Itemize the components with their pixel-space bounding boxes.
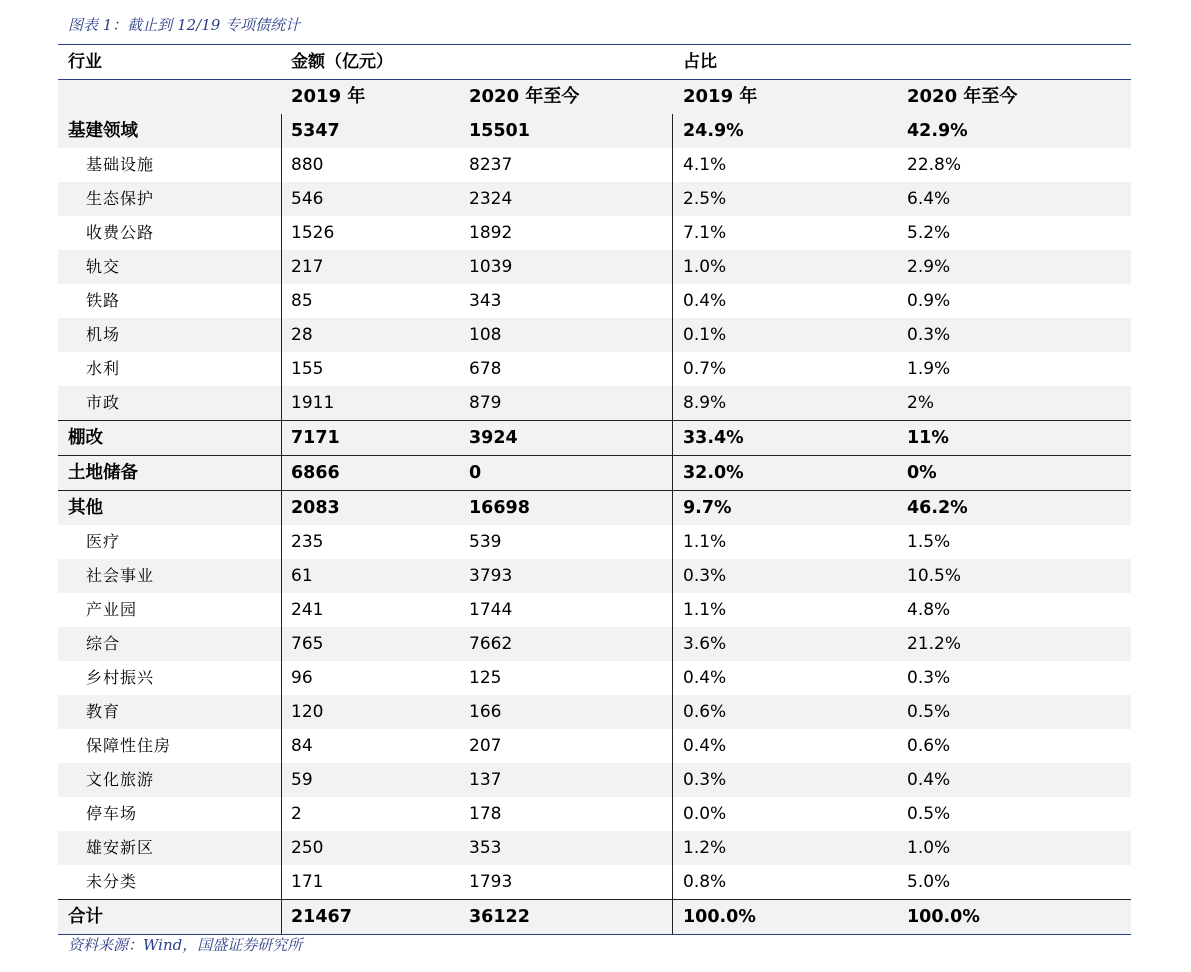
share-2019: 3.6% xyxy=(683,634,727,654)
row-label: 铁路 xyxy=(86,291,121,310)
table-row xyxy=(58,729,1131,763)
share-2020: 11% xyxy=(907,428,949,448)
table-row xyxy=(58,386,1131,420)
amount-2020: 2324 xyxy=(469,189,513,209)
share-2020: 1.5% xyxy=(907,532,951,552)
row-label: 乡村振兴 xyxy=(86,668,155,687)
amount-2019: 120 xyxy=(291,702,324,722)
table-row xyxy=(58,559,1131,593)
table-row xyxy=(58,797,1131,831)
source-note: 资料来源：Wind，国盛证券研究所 xyxy=(68,936,303,954)
share-2019: 100.0% xyxy=(683,907,756,927)
amount-2019: 59 xyxy=(291,770,313,790)
share-2020: 1.0% xyxy=(907,838,951,858)
row-label: 其他 xyxy=(68,498,103,518)
row-label: 医疗 xyxy=(86,532,121,551)
amount-2020: 1892 xyxy=(469,223,513,243)
row-label: 棚改 xyxy=(68,428,103,448)
share-2020: 0.5% xyxy=(907,804,951,824)
amount-2020: 539 xyxy=(469,532,502,552)
header-2019-share: 2019 年 xyxy=(683,86,758,107)
row-label: 水利 xyxy=(86,359,121,378)
top-rule xyxy=(58,44,1131,45)
table-row xyxy=(58,525,1131,559)
amount-2019: 2083 xyxy=(291,498,340,518)
amount-2019: 217 xyxy=(291,257,324,277)
share-2019: 2.5% xyxy=(683,189,727,209)
share-2020: 0.3% xyxy=(907,668,951,688)
amount-2019: 235 xyxy=(291,532,324,552)
amount-2020: 1039 xyxy=(469,257,513,277)
row-label: 收费公路 xyxy=(86,223,155,242)
amount-2020: 8237 xyxy=(469,155,513,175)
table-row xyxy=(58,148,1131,182)
amount-2020: 3793 xyxy=(469,566,513,586)
row-label: 生态保护 xyxy=(86,189,155,208)
share-2019: 0.0% xyxy=(683,804,727,824)
header-share: 占比 xyxy=(683,52,717,72)
share-2020: 0.3% xyxy=(907,325,951,345)
row-label: 基建领域 xyxy=(68,121,138,141)
share-2019: 0.8% xyxy=(683,872,727,892)
amount-2020: 166 xyxy=(469,702,502,722)
share-2020: 42.9% xyxy=(907,121,968,141)
row-label: 市政 xyxy=(86,393,121,412)
amount-2020: 7662 xyxy=(469,634,513,654)
amount-2020: 125 xyxy=(469,668,502,688)
amount-2019: 84 xyxy=(291,736,313,756)
column-divider-amount xyxy=(281,114,282,934)
share-2020: 6.4% xyxy=(907,189,951,209)
share-2020: 10.5% xyxy=(907,566,962,586)
table-row xyxy=(58,250,1131,284)
share-2019: 24.9% xyxy=(683,121,744,141)
amount-2019: 21467 xyxy=(291,907,352,927)
share-2020: 21.2% xyxy=(907,634,962,654)
amount-2020: 879 xyxy=(469,393,502,413)
header-amount: 金额（亿元） xyxy=(291,52,393,72)
share-2020: 4.8% xyxy=(907,600,951,620)
amount-2019: 250 xyxy=(291,838,324,858)
share-2020: 2% xyxy=(907,393,934,413)
share-2019: 1.1% xyxy=(683,532,727,552)
row-label: 产业园 xyxy=(86,600,138,619)
amount-2019: 28 xyxy=(291,325,313,345)
share-2020: 0.6% xyxy=(907,736,951,756)
amount-2020: 36122 xyxy=(469,907,530,927)
table-row xyxy=(58,763,1131,797)
row-label: 教育 xyxy=(86,702,121,721)
share-2020: 46.2% xyxy=(907,498,968,518)
table-row xyxy=(58,318,1131,352)
table-row xyxy=(58,216,1131,250)
share-2020: 5.0% xyxy=(907,872,951,892)
amount-2019: 61 xyxy=(291,566,313,586)
share-2020: 0.5% xyxy=(907,702,951,722)
share-2019: 7.1% xyxy=(683,223,727,243)
share-2020: 100.0% xyxy=(907,907,980,927)
row-label: 土地储备 xyxy=(68,463,138,483)
column-divider-share xyxy=(672,114,673,934)
amount-2020: 3924 xyxy=(469,428,518,448)
share-2019: 0.3% xyxy=(683,566,727,586)
share-2019: 1.1% xyxy=(683,600,727,620)
row-label: 轨交 xyxy=(86,257,121,276)
row-label: 基础设施 xyxy=(86,155,155,174)
row-label: 雄安新区 xyxy=(86,838,155,857)
amount-2020: 137 xyxy=(469,770,502,790)
table-row xyxy=(58,284,1131,318)
share-2019: 1.0% xyxy=(683,257,727,277)
amount-2020: 16698 xyxy=(469,498,530,518)
table-row xyxy=(58,593,1131,627)
table-row xyxy=(58,661,1131,695)
amount-2020: 353 xyxy=(469,838,502,858)
amount-2020: 15501 xyxy=(469,121,530,141)
row-label: 综合 xyxy=(86,634,121,653)
row-label: 机场 xyxy=(86,325,121,344)
share-2019: 9.7% xyxy=(683,498,732,518)
row-label: 文化旅游 xyxy=(86,770,155,789)
table-caption: 图表 1：截止到 12/19 专项债统计 xyxy=(68,16,301,34)
amount-2020: 343 xyxy=(469,291,502,311)
table-row xyxy=(58,490,1131,525)
share-2020: 0.4% xyxy=(907,770,951,790)
share-2019: 0.4% xyxy=(683,736,727,756)
header-2020-amount: 2020 年至今 xyxy=(469,86,580,107)
amount-2019: 546 xyxy=(291,189,324,209)
amount-2020: 0 xyxy=(469,463,482,483)
share-2019: 0.1% xyxy=(683,325,727,345)
table-row xyxy=(58,455,1131,490)
amount-2019: 85 xyxy=(291,291,313,311)
amount-2019: 2 xyxy=(291,804,302,824)
amount-2020: 178 xyxy=(469,804,502,824)
row-label: 合计 xyxy=(68,907,103,927)
table-body xyxy=(58,114,1131,934)
amount-2019: 7171 xyxy=(291,428,340,448)
share-2019: 0.4% xyxy=(683,668,727,688)
share-2020: 1.9% xyxy=(907,359,951,379)
amount-2019: 6866 xyxy=(291,463,340,483)
table-row xyxy=(58,627,1131,661)
table-row xyxy=(58,695,1131,729)
header-2020-share: 2020 年至今 xyxy=(907,86,1018,107)
share-2019: 0.3% xyxy=(683,770,727,790)
share-2019: 4.1% xyxy=(683,155,727,175)
amount-2019: 765 xyxy=(291,634,324,654)
header-row-1 xyxy=(58,46,1131,78)
amount-2019: 171 xyxy=(291,872,324,892)
row-label: 保障性住房 xyxy=(86,736,172,755)
amount-2019: 1911 xyxy=(291,393,335,413)
share-2020: 2.9% xyxy=(907,257,951,277)
amount-2020: 207 xyxy=(469,736,502,756)
header-2019-amount: 2019 年 xyxy=(291,86,366,107)
row-label: 停车场 xyxy=(86,804,138,823)
table-row xyxy=(58,182,1131,216)
amount-2020: 1744 xyxy=(469,600,513,620)
header-industry: 行业 xyxy=(68,52,102,72)
row-label: 未分类 xyxy=(86,872,138,891)
header-row-2 xyxy=(58,80,1131,114)
share-2019: 1.2% xyxy=(683,838,727,858)
table-row xyxy=(58,899,1131,934)
amount-2020: 678 xyxy=(469,359,502,379)
table-row xyxy=(58,865,1131,899)
share-2019: 0.7% xyxy=(683,359,727,379)
amount-2020: 1793 xyxy=(469,872,513,892)
share-2019: 33.4% xyxy=(683,428,744,448)
table-row xyxy=(58,352,1131,386)
amount-2019: 1526 xyxy=(291,223,335,243)
amount-2019: 241 xyxy=(291,600,324,620)
share-2020: 0% xyxy=(907,463,937,483)
share-2019: 32.0% xyxy=(683,463,744,483)
row-label: 社会事业 xyxy=(86,566,155,585)
share-2019: 0.4% xyxy=(683,291,727,311)
share-2020: 22.8% xyxy=(907,155,962,175)
share-2019: 0.6% xyxy=(683,702,727,722)
amount-2019: 880 xyxy=(291,155,324,175)
share-2020: 5.2% xyxy=(907,223,951,243)
table-row xyxy=(58,831,1131,865)
amount-2019: 155 xyxy=(291,359,324,379)
share-2020: 0.9% xyxy=(907,291,951,311)
share-2019: 8.9% xyxy=(683,393,727,413)
table-row xyxy=(58,420,1131,455)
table-row xyxy=(58,114,1131,148)
amount-2019: 96 xyxy=(291,668,313,688)
amount-2019: 5347 xyxy=(291,121,340,141)
amount-2020: 108 xyxy=(469,325,502,345)
